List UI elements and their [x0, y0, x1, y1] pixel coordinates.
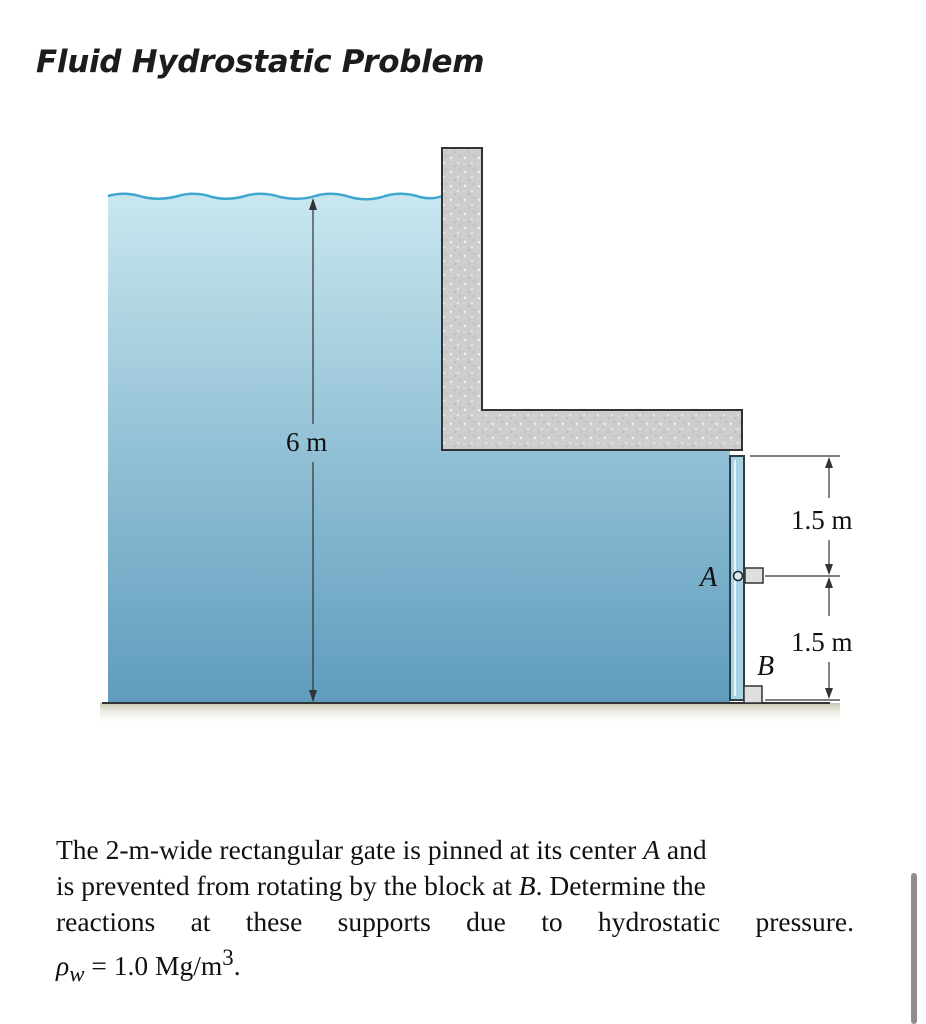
- block-b: [744, 686, 762, 703]
- lower-dim-label: 1.5 m: [791, 627, 853, 657]
- density-line: $\rho_w = 1.0$ $Mg/m^3$.: [56, 945, 241, 987]
- pin-a-label: A: [700, 562, 718, 593]
- upper-dim-label: 1.5 m: [791, 505, 853, 535]
- problem-line-1: The 2-m-wide rectangular gate is pinned at its center A and: [56, 834, 707, 865]
- ground-shadow: [100, 703, 840, 725]
- pin-a-bracket: [745, 568, 763, 583]
- pin-a: [734, 572, 743, 581]
- problem-line-2: is prevented from rotating by the block at B. Determine the: [56, 870, 706, 901]
- scrollbar[interactable]: [911, 873, 917, 1024]
- concrete-wall: [442, 148, 742, 450]
- problem-statement: [56, 832, 854, 993]
- block-b-label: B: [757, 651, 775, 682]
- problem-line-3: reactions at these supports due to hydrostatic pressure.: [56, 906, 854, 937]
- depth-label: 6 m: [286, 427, 328, 457]
- page-title: Fluid Hydrostatic Problem: [36, 44, 485, 80]
